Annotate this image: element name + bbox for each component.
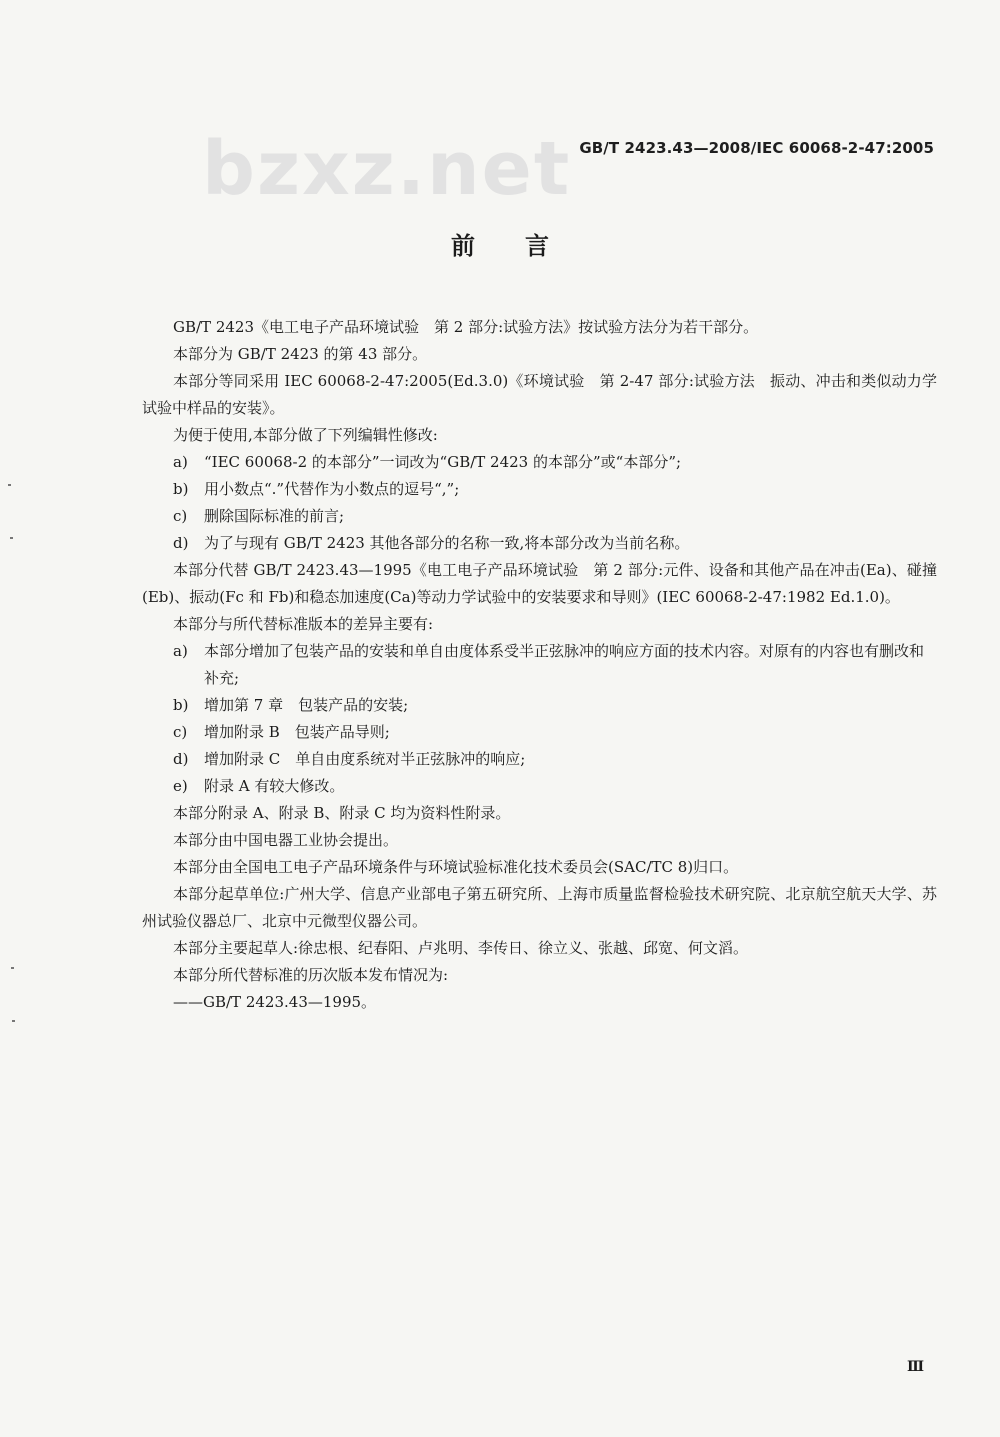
list-marker: c) bbox=[173, 507, 188, 525]
paragraph-replaces: 本部分代替 GB/T 2423.43—1995《电工电子产品环境试验 第 2 部分:元件、设备和其他产品在冲击(Ea)、碰撞(Eb)、振动(Fc 和 Fb)和稳态加速度(Ca)等动力学试验中的安装要求和导则》(IEC 60068-2-47:1982 Ed.1.0)。 bbox=[142, 561, 937, 606]
list-item-edit-b bbox=[142, 476, 937, 503]
list-item-text: 增加附录 B 包装产品导则; bbox=[204, 723, 390, 741]
list-item-diff-d bbox=[142, 746, 937, 773]
list-item-diff-c bbox=[142, 719, 937, 746]
scan-speck bbox=[12, 1020, 15, 1022]
list-item-text: 用小数点“.”代替作为小数点的逗号“,”; bbox=[204, 480, 460, 498]
paragraph-proposer: 本部分由中国电器工业协会提出。 bbox=[173, 831, 399, 849]
list-marker: d) bbox=[173, 534, 189, 552]
list-marker: e) bbox=[173, 777, 188, 795]
paragraph-adoption: 本部分等同采用 IEC 60068-2-47:2005(Ed.3.0)《环境试验 第 2-47 部分:试验方法 振动、冲击和类似动力学试验中样品的安装》。 bbox=[142, 372, 937, 417]
list-item-edit-a bbox=[142, 449, 937, 476]
preface-body bbox=[142, 314, 937, 1016]
list-item-text: 删除国际标准的前言; bbox=[204, 507, 345, 525]
paragraph-scope: GB/T 2423《电工电子产品环境试验 第 2 部分:试验方法》按试验方法分为若干部分。 bbox=[173, 318, 759, 336]
list-marker: c) bbox=[173, 723, 188, 741]
watermark: bzxz.net bbox=[202, 126, 572, 212]
list-marker: a) bbox=[173, 642, 188, 660]
list-item-diff-a bbox=[142, 638, 937, 692]
page-number: Ⅲ bbox=[906, 1359, 924, 1375]
list-item-text: 本部分增加了包装产品的安装和单自由度体系受半正弦脉冲的响应方面的技术内容。对原有的内容也有删改和补充; bbox=[204, 642, 925, 687]
list-item-edit-d bbox=[142, 530, 937, 557]
paragraph-drafters: 本部分主要起草人:徐忠根、纪春阳、卢兆明、李传日、徐立义、张越、邱宽、何文滔。 bbox=[173, 939, 749, 957]
page-title: 前言 bbox=[451, 232, 599, 260]
paragraph-differences-intro: 本部分与所代替标准版本的差异主要有: bbox=[173, 615, 434, 633]
paragraph-annexes: 本部分附录 A、附录 B、附录 C 均为资料性附录。 bbox=[173, 804, 511, 822]
list-marker: a) bbox=[173, 453, 188, 471]
list-marker: b) bbox=[173, 480, 189, 498]
list-item-diff-e bbox=[142, 773, 937, 800]
standard-number: GB/T 2423.43—2008/IEC 60068-2-47:2005 bbox=[579, 139, 934, 157]
list-marker: d) bbox=[173, 750, 189, 768]
scan-speck bbox=[11, 967, 14, 969]
scan-speck bbox=[10, 537, 13, 539]
paragraph-drafting-units: 本部分起草单位:广州大学、信息产业部电子第五研究所、上海市质量监督检验技术研究院、北京航空航天大学、苏州试验仪器总厂、北京中元微型仪器公司。 bbox=[142, 885, 937, 930]
list-item-text: 为了与现有 GB/T 2423 其他各部分的名称一致,将本部分改为当前名称。 bbox=[204, 534, 690, 552]
list-item-text: 增加第 7 章 包装产品的安装; bbox=[204, 696, 409, 714]
paragraph-part-number: 本部分为 GB/T 2423 的第 43 部分。 bbox=[173, 345, 428, 363]
paragraph-committee: 本部分由全国电工电子产品环境条件与环境试验标准化技术委员会(SAC/TC 8)归口。 bbox=[173, 858, 739, 876]
list-item-text: “IEC 60068-2 的本部分”一词改为“GB/T 2423 的本部分”或“本部分”; bbox=[204, 453, 682, 471]
list-item-text: 增加附录 C 单自由度系统对半正弦脉冲的响应; bbox=[204, 750, 526, 768]
scan-speck bbox=[8, 484, 11, 486]
paragraph-history-item: ——GB/T 2423.43—1995。 bbox=[173, 993, 377, 1011]
paragraph-history-intro: 本部分所代替标准的历次版本发布情况为: bbox=[173, 966, 449, 984]
list-item-diff-b bbox=[142, 692, 937, 719]
paragraph-edits-intro: 为便于使用,本部分做了下列编辑性修改: bbox=[173, 426, 438, 444]
list-marker: b) bbox=[173, 696, 189, 714]
list-item-text: 附录 A 有较大修改。 bbox=[204, 777, 345, 795]
list-item-edit-c bbox=[142, 503, 937, 530]
